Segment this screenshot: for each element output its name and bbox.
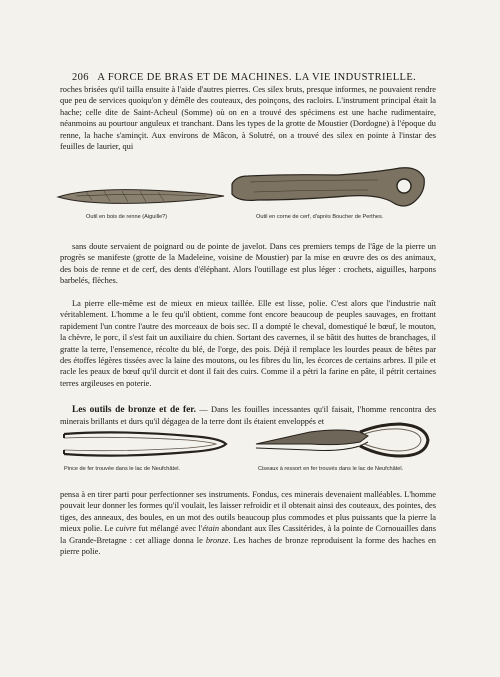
paragraph-bronze-iron-text: — Dans les fouilles incessantes qu'il faisait, l'homme rencontra des minerais brillants et durs qu'il dégagea de la terre dont ils étaient enveloppés et: [60, 405, 436, 427]
figure-caption-spring-shears: Ciseaux à ressort en fer trouvés dans le lac de Neufchâtel.: [258, 466, 404, 472]
figure-caption-antler-needle: Outil en bois de renne (Aiguille?): [86, 214, 168, 220]
paragraph-polished-stone: La pierre elle-même est de mieux en mieux taillée. Elle est lisse, polie. C'est alors que l'industrie naît véritablement. L'homme a le feu qu'il obtient, comme font encore beaucoup de peuples sauvages, en frottant rapidement l'un contre l'autre des morceaux de bois sec. Il a dompté le cheval, domestiqué le bœuf, le mouton, la chèvre, le porc, il s'est fait un auxiliaire du chien. Sortant des cavernes, il se bâtit des huttes de branchages, il gratte la terre, l'ensemence, récolte du blé, de l'orge, des pois. Déjà il remplace les lourdes peaux de bêtes par des étoffes légères tissées avec la laine des moutons, ou les fibres du lin, les écorces de certains arbres. Il pile et racle les peaux de bœuf qu'il durcit et dont il fait des cuirs. Comme il a pétri la farine en pâte, il pétrit certaines terres argileuses en poterie.: [60, 299, 436, 388]
iron-tongs-illustration: [60, 424, 230, 464]
spring-shears-illustration: [250, 414, 434, 466]
figure-caption-iron-tongs: Pince de fer trouvée dans le lac de Neufchâtel.: [64, 466, 180, 472]
page-number: 206: [72, 72, 89, 83]
running-title: A FORCE DE BRAS ET DE MACHINES. LA VIE INDUSTRIELLE.: [97, 72, 417, 83]
deer-horn-tool-illustration: [228, 166, 428, 212]
reindeer-antler-tool-illustration: [56, 182, 226, 210]
paragraph-bone-tools: sans doute servaient de poignard ou de pointe de javelot. Dans ces premiers temps de l'âge de la pierre un progrès se manifeste (grotte de la Madeleine, voisine de Moustier) par la mise en œuvre des os des animaux, des bois de renne et de cerf, des dents d'éléphant. Alors l'outillage est plus léger : crochets, aiguilles, harpons barbelés, flèches.: [60, 242, 436, 286]
running-header: [72, 72, 432, 83]
section-heading-bronze-iron: Les outils de bronze et de fer.: [72, 405, 196, 415]
paragraph-metal-casting: pensa à en tirer parti pour perfectionner ses instruments. Fondus, ces minerais devenaient malléables. L'homme pouvait leur donner les formes qu'il voulait, les laisser refroidir et il obtenait ainsi des couteaux, des pointes, des tiges, des anneaux, des boules, en un mot des outils beaucoup plus commodes et plus puissants que la pierre la mieux polie. Le cuivre fut mélangé avec l'étain abondant aux îles Cassitérides, à la pointe de Cornouailles dans la Grande-Bretagne : cet alliage donna le bronze. Les haches de bronze reproduisent la forme des haches en pierre polie.: [60, 490, 436, 557]
paragraph-stone-tools: roches brisées qu'il tailla ensuite à l'aide d'autres pierres. Ces silex bruts, presque informes, ne pouvaient rendre que peu de services quoiqu'on y démêle des couteaux, des poinçons, des racloirs. L'instrument principal était la hache; celle dite de Saint-Acheul (Somme) où on en a trouvé des spécimens est une hache rudimentaire, néanmoins au pourtour anguleux et tranchant. Dans les types de la grotte de Moustier (Dordogne) à l'époque du renne, la hache s'aminçit. Aux environs de Mâcon, à Solutré, on a trouvé des silex en pointe à l'instar des feuilles de laurier, qui: [60, 85, 436, 152]
figure-caption-deer-horn: Outil en corne de cerf, d'après Boucher de Perthes.: [256, 214, 384, 220]
